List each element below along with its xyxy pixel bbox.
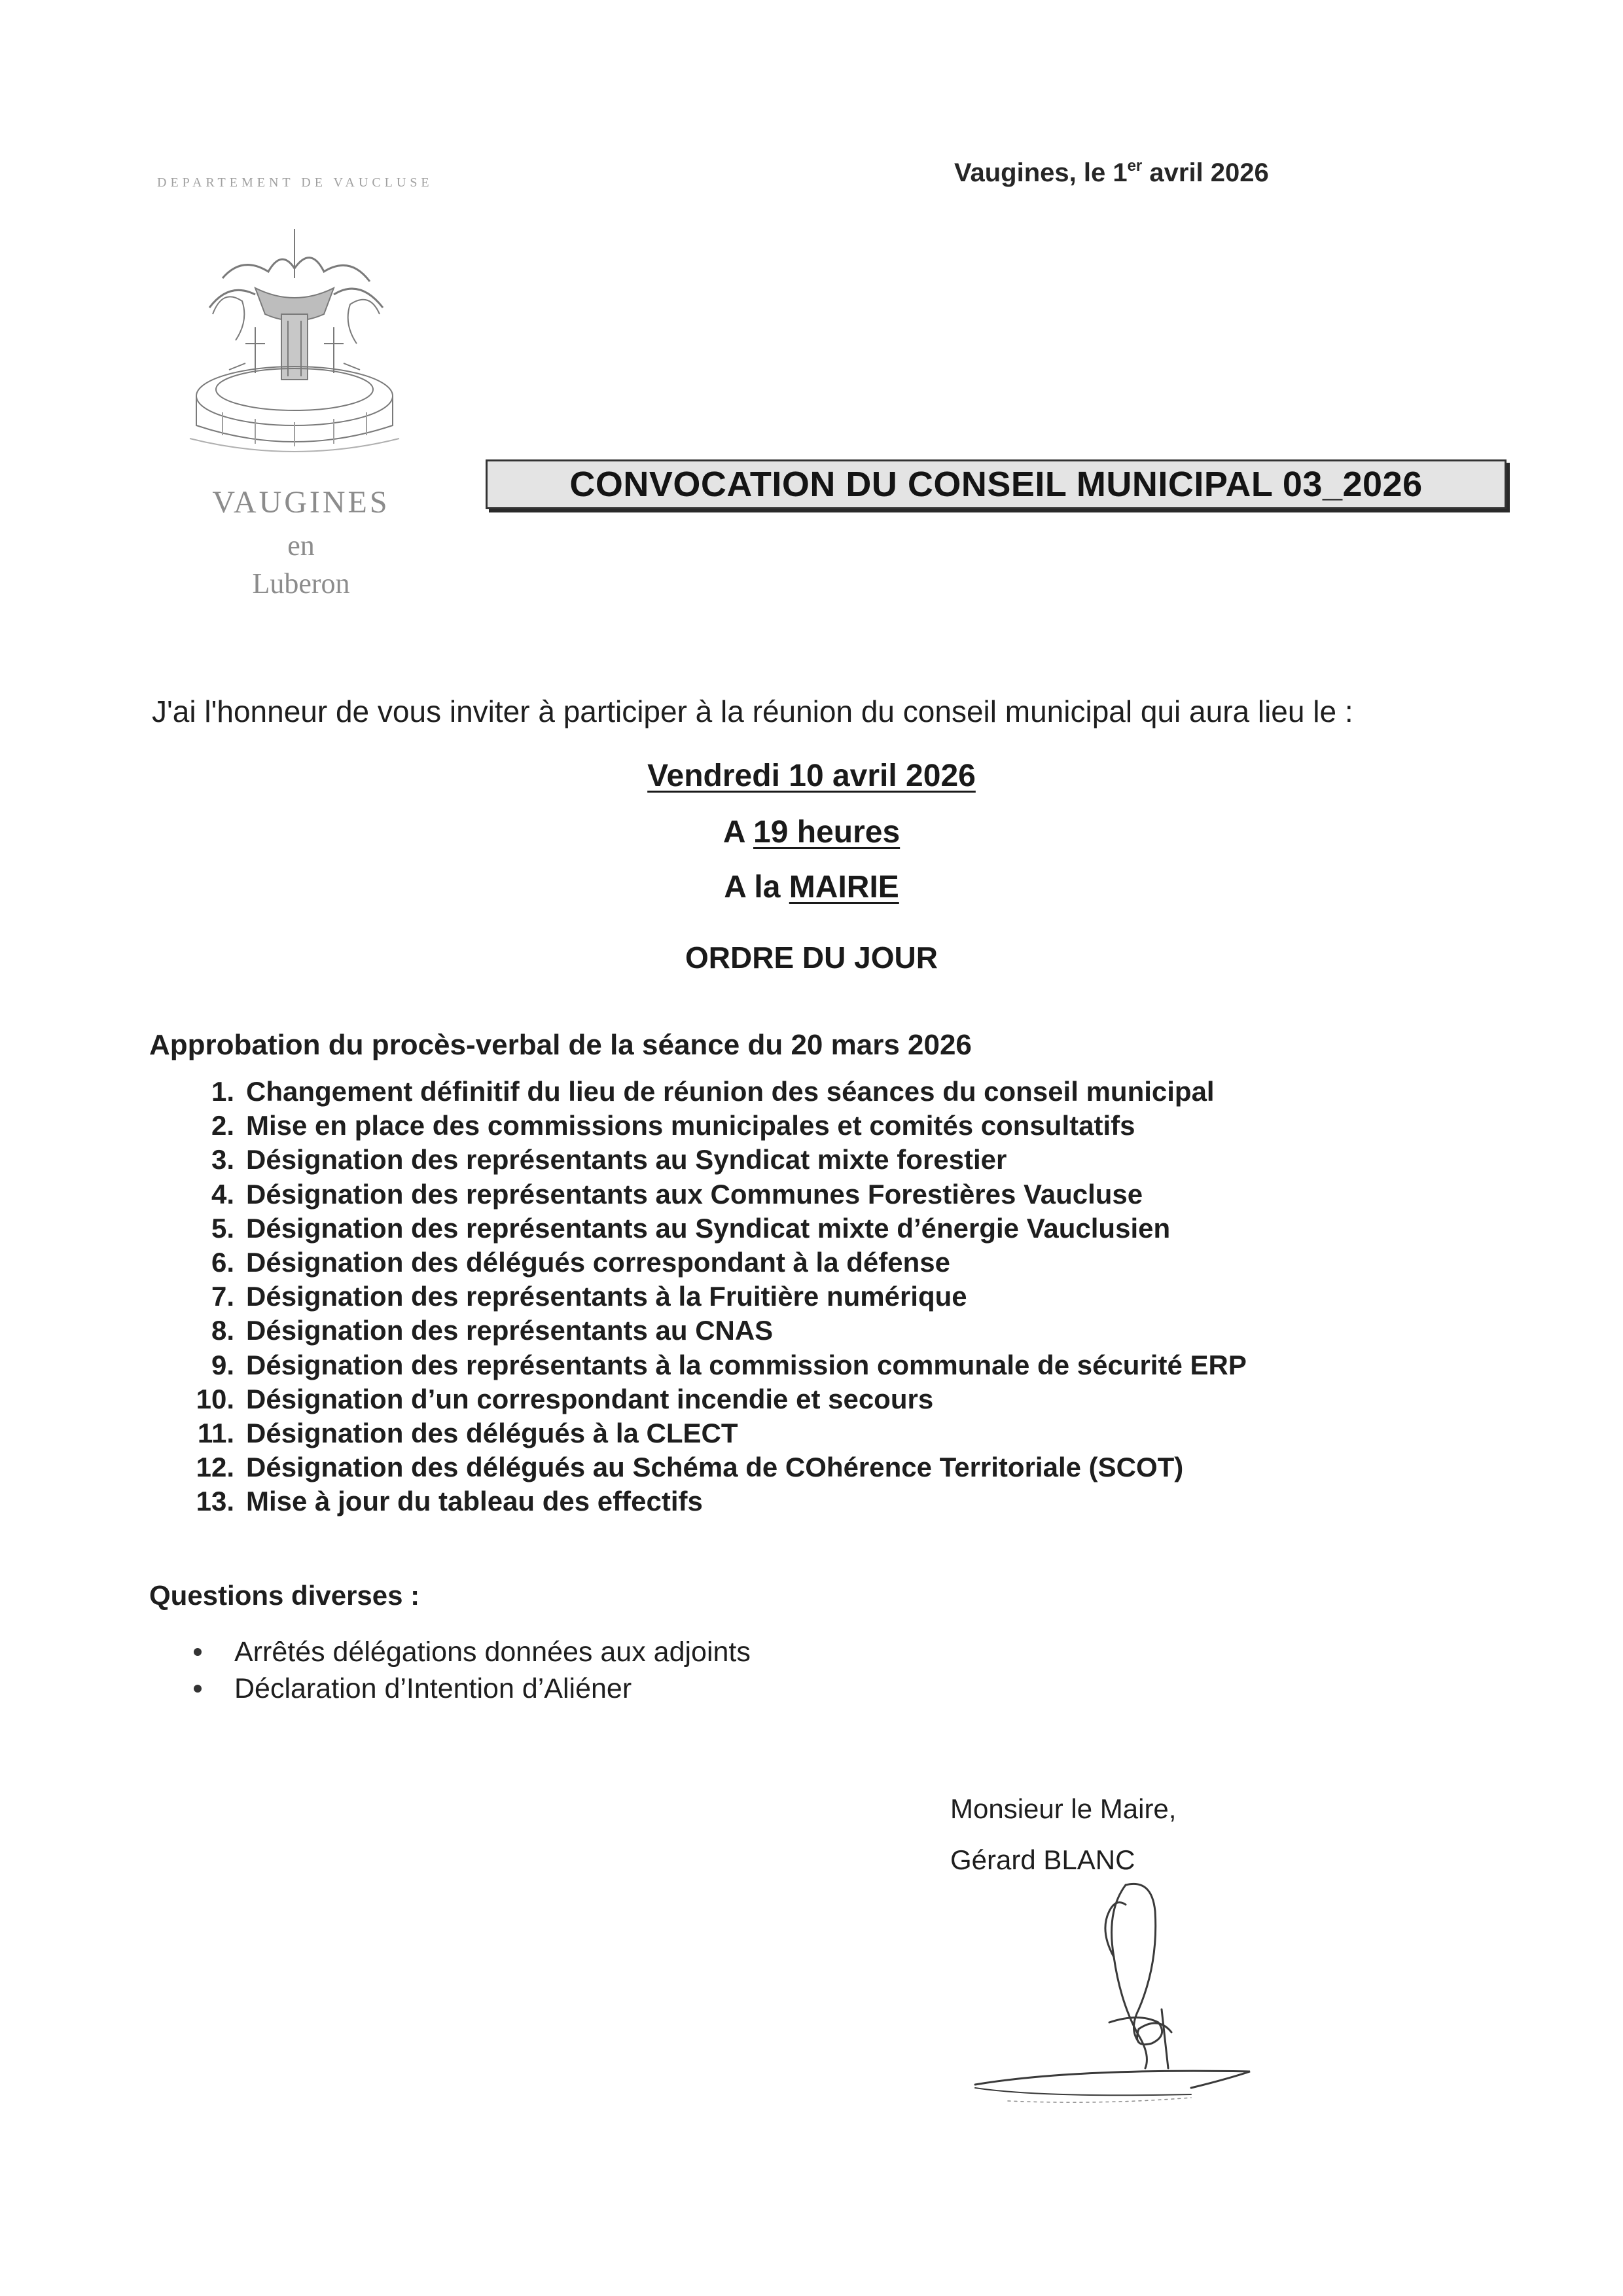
fountain-crest-icon bbox=[183, 216, 406, 458]
questions-heading: Questions diverses : bbox=[149, 1580, 420, 1611]
agenda-item-number: 13. bbox=[196, 1486, 234, 1517]
document-title: CONVOCATION DU CONSEIL MUNICIPAL 03_2026 bbox=[569, 465, 1423, 504]
agenda-item-number: 4. bbox=[211, 1178, 234, 1210]
agenda-item bbox=[183, 1280, 1247, 1314]
agenda-item-number: 1. bbox=[211, 1076, 234, 1107]
agenda-item bbox=[183, 1075, 1247, 1109]
agenda-item-text: Désignation des représentants aux Communes Forestières Vaucluse bbox=[246, 1178, 1143, 1210]
agenda-item-number: 11. bbox=[197, 1418, 234, 1449]
agenda-item bbox=[183, 1211, 1247, 1246]
agenda-item-number: 8. bbox=[211, 1315, 234, 1346]
agenda-item-text: Désignation d’un correspondant incendie et secours bbox=[246, 1383, 934, 1414]
agenda-item-number: 5. bbox=[211, 1212, 234, 1244]
town-region: Luberon bbox=[252, 567, 350, 600]
agenda-item bbox=[183, 1348, 1247, 1382]
question-item-text: Déclaration d’Intention d’Aliéner bbox=[234, 1673, 632, 1704]
agenda-item bbox=[183, 1450, 1247, 1484]
department-name: DEPARTEMENT DE VAUCLUSE bbox=[157, 175, 433, 190]
questions-list bbox=[194, 1634, 751, 1707]
town-name: VAUGINES bbox=[212, 485, 390, 520]
agenda-item-number: 9. bbox=[211, 1349, 234, 1380]
meeting-place: A la MAIRIE bbox=[724, 870, 899, 905]
place-date: Vaugines, le 1er avril 2026 bbox=[954, 157, 1269, 187]
agenda-item bbox=[183, 1246, 1247, 1280]
meeting-date: Vendredi 10 avril 2026 bbox=[647, 759, 976, 793]
agenda-item-number: 12. bbox=[196, 1452, 234, 1483]
signer-name: Gérard BLANC bbox=[950, 1844, 1135, 1875]
bullet-icon bbox=[194, 1648, 202, 1656]
invitation-text: J'ai l'honneur de vous inviter à participer à la réunion du conseil municipal qui aura lieu le : bbox=[152, 694, 1353, 728]
meeting-time: A 19 heures bbox=[722, 815, 901, 850]
agenda-item bbox=[183, 1109, 1247, 1143]
agenda-item-number: 6. bbox=[211, 1247, 234, 1278]
agenda-item-text: Désignation des délégués à la CLECT bbox=[246, 1418, 738, 1449]
agenda-item-text: Mise à jour du tableau des effectifs bbox=[246, 1486, 703, 1517]
agenda-item-text: Mise en place des commissions municipales et comités consultatifs bbox=[246, 1110, 1135, 1141]
agenda-item bbox=[183, 1143, 1247, 1177]
agenda-item-text: Désignation des représentants au CNAS bbox=[246, 1315, 774, 1346]
agenda-item-number: 7. bbox=[211, 1281, 234, 1312]
signer-title: Monsieur le Maire, bbox=[950, 1793, 1177, 1824]
agenda-item bbox=[183, 1382, 1247, 1416]
agenda-item-text: Désignation des délégués correspondant à la défense bbox=[246, 1247, 950, 1278]
question-item bbox=[194, 1634, 751, 1670]
agenda-item-text: Changement définitif du lieu de réunion des séances du conseil municipal bbox=[246, 1076, 1215, 1107]
agenda-item bbox=[183, 1177, 1247, 1211]
agenda-item-text: Désignation des représentants au Syndicat mixte d’énergie Vauclusien bbox=[246, 1212, 1171, 1244]
agenda-item-number: 2. bbox=[211, 1110, 234, 1141]
document-title-box bbox=[486, 459, 1507, 509]
minutes-approval: Approbation du procès-verbal de la séance du 20 mars 2026 bbox=[149, 1029, 972, 1061]
question-item-text: Arrêtés délégations données aux adjoints bbox=[234, 1636, 751, 1668]
agenda-item-text: Désignation des représentants au Syndicat mixte forestier bbox=[246, 1144, 1007, 1175]
agenda-item-number: 3. bbox=[211, 1144, 234, 1175]
agenda-item-number: 10. bbox=[196, 1383, 234, 1414]
agenda-item-text: Désignation des délégués au Schéma de COhérence Territoriale (SCOT) bbox=[246, 1452, 1184, 1483]
agenda-item-text: Désignation des représentants à la Fruitière numérique bbox=[246, 1281, 967, 1312]
town-connector: en bbox=[287, 529, 315, 562]
agenda-item bbox=[183, 1416, 1247, 1450]
agenda-heading: ORDRE DU JOUR bbox=[685, 941, 938, 975]
question-item bbox=[194, 1670, 751, 1707]
agenda-item bbox=[183, 1314, 1247, 1348]
agenda-item bbox=[183, 1484, 1247, 1518]
agenda-item-text: Désignation des représentants à la commission communale de sécurité ERP bbox=[246, 1349, 1247, 1380]
handwritten-signature-icon bbox=[942, 1872, 1283, 2108]
agenda-list bbox=[183, 1075, 1247, 1519]
bullet-icon bbox=[194, 1685, 202, 1693]
